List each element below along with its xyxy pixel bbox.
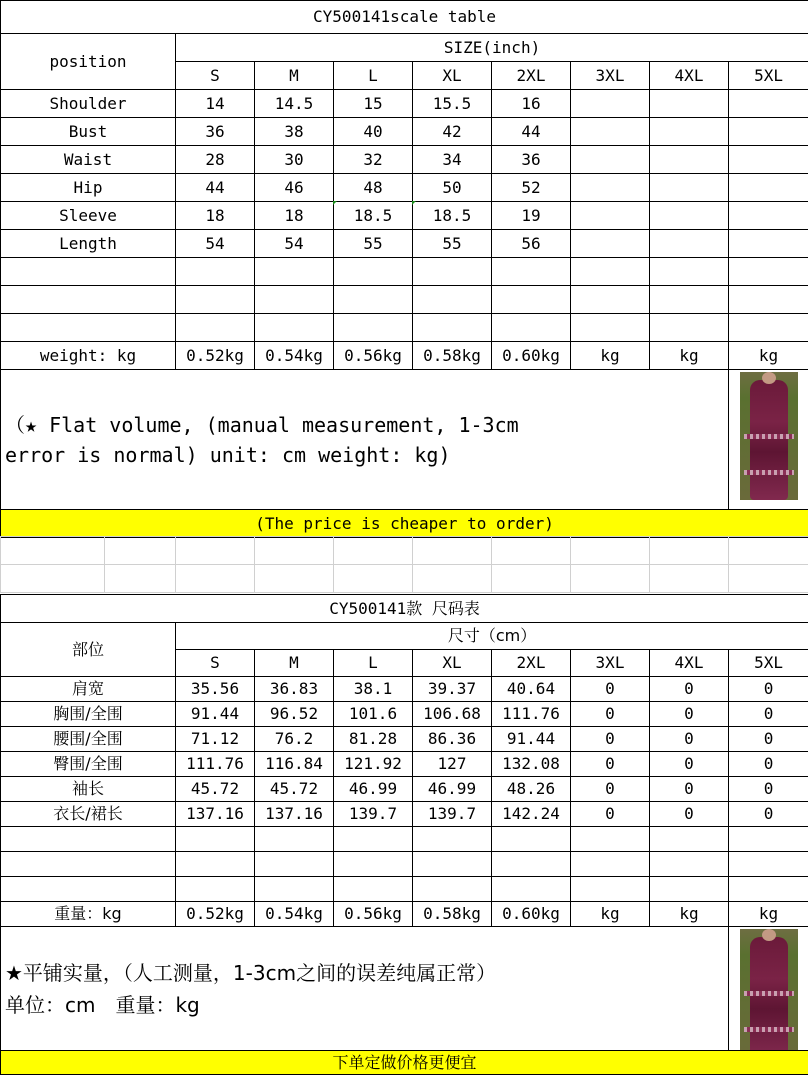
measurement-cell xyxy=(729,118,808,146)
measurement-cell: 38.1 xyxy=(334,677,413,702)
size-label: XL xyxy=(413,650,492,677)
measurement-cell: 0 xyxy=(650,752,729,777)
row-label: Waist xyxy=(1,146,176,174)
measurement-cell: 36 xyxy=(492,146,571,174)
measurement-cell: 32 xyxy=(334,146,413,174)
measurement-cell: 106.68 xyxy=(413,702,492,727)
table-row xyxy=(1,727,808,752)
measurement-cell: 0 xyxy=(729,727,808,752)
measurement-cell: 50 xyxy=(413,174,492,202)
size-label: XL xyxy=(413,62,492,90)
measurement-cell: 86.36 xyxy=(413,727,492,752)
row-label: 胸围/全围 xyxy=(1,702,176,727)
row-label: Sleeve xyxy=(1,202,176,230)
measurement-cell: 71.12 xyxy=(176,727,255,752)
measurement-cell: 40 xyxy=(334,118,413,146)
measurement-cell: 0 xyxy=(729,752,808,777)
measurement-cell: 111.76 xyxy=(492,702,571,727)
measurement-cell: 91.44 xyxy=(492,727,571,752)
size-label: M xyxy=(255,62,334,90)
measurement-cell: 132.08 xyxy=(492,752,571,777)
measurement-cell: 0 xyxy=(571,727,650,752)
note-cell xyxy=(1,927,729,1051)
table-row xyxy=(1,90,808,118)
note-cell xyxy=(1,370,729,510)
measurement-cell: 44 xyxy=(176,174,255,202)
measurement-cell: 0 xyxy=(650,677,729,702)
note-line: ★平铺实量，（人工测量，1-3cm之间的误差纯属正常） xyxy=(5,960,497,985)
measurement-cell: 36.83 xyxy=(255,677,334,702)
weight-value: kg xyxy=(650,902,729,927)
measurement-cell xyxy=(650,90,729,118)
measurement-cell: 76.2 xyxy=(255,727,334,752)
measurement-cell: 137.16 xyxy=(176,802,255,827)
measurement-cell xyxy=(729,146,808,174)
measurement-cell: 36 xyxy=(176,118,255,146)
measurement-cell: 0 xyxy=(729,702,808,727)
measurement-cell: 40.64 xyxy=(492,677,571,702)
weight-value: 0.52kg xyxy=(176,342,255,370)
measurement-cell: 56 xyxy=(492,230,571,258)
measurement-cell: 46.99 xyxy=(413,777,492,802)
measurement-cell: 0 xyxy=(571,702,650,727)
weight-label: 重量：kg xyxy=(1,902,176,927)
row-label: Hip xyxy=(1,174,176,202)
measurement-cell xyxy=(650,118,729,146)
row-label: 衣长/裙长 xyxy=(1,802,176,827)
row-label: 袖长 xyxy=(1,777,176,802)
weight-value: 0.58kg xyxy=(413,342,492,370)
measurement-cell xyxy=(729,202,808,230)
measurement-cell: 0 xyxy=(650,777,729,802)
measurement-cell: 139.7 xyxy=(334,802,413,827)
table-row xyxy=(1,752,808,777)
measurement-cell: 39.37 xyxy=(413,677,492,702)
table-row xyxy=(1,202,808,230)
weight-label: weight: kg xyxy=(1,342,176,370)
measurement-cell: 0 xyxy=(571,777,650,802)
measurement-cell: 127 xyxy=(413,752,492,777)
measurement-cell: 18.5 xyxy=(334,202,413,230)
row-label: Bust xyxy=(1,118,176,146)
measurement-cell: 15.5 xyxy=(413,90,492,118)
measurement-cell xyxy=(729,174,808,202)
weight-row xyxy=(1,902,808,927)
measurement-cell xyxy=(729,90,808,118)
size-label: S xyxy=(176,650,255,677)
position-header: position xyxy=(1,34,176,90)
measurement-cell: 18 xyxy=(255,202,334,230)
measurement-cell xyxy=(571,118,650,146)
table-row xyxy=(1,802,808,827)
measurement-cell: 0 xyxy=(650,802,729,827)
measurement-cell: 0 xyxy=(650,727,729,752)
cell-comment-marker xyxy=(333,201,337,205)
size-label: 4XL xyxy=(650,650,729,677)
measurement-cell: 18 xyxy=(176,202,255,230)
size-table-cm xyxy=(0,594,808,1075)
measurement-cell xyxy=(571,202,650,230)
table-row xyxy=(1,118,808,146)
measurement-cell: 91.44 xyxy=(176,702,255,727)
measurement-cell xyxy=(650,202,729,230)
measurement-cell: 121.92 xyxy=(334,752,413,777)
weight-value: 0.60kg xyxy=(492,902,571,927)
measurement-cell: 19 xyxy=(492,202,571,230)
measurement-cell: 42 xyxy=(413,118,492,146)
size-label: S xyxy=(176,62,255,90)
row-label: 腰围/全围 xyxy=(1,727,176,752)
measurement-cell: 46 xyxy=(255,174,334,202)
weight-value: 0.60kg xyxy=(492,342,571,370)
measurement-cell: 96.52 xyxy=(255,702,334,727)
photo-cell xyxy=(729,370,808,510)
weight-value: 0.58kg xyxy=(413,902,492,927)
measurement-cell xyxy=(729,230,808,258)
measurement-cell: 45.72 xyxy=(255,777,334,802)
measurement-cell: 111.76 xyxy=(176,752,255,777)
size-label: 2XL xyxy=(492,650,571,677)
size-header: 尺寸（cm） xyxy=(176,623,808,650)
measurement-cell: 14.5 xyxy=(255,90,334,118)
measurement-cell: 0 xyxy=(729,777,808,802)
measurement-cell: 52 xyxy=(492,174,571,202)
cell-comment-marker xyxy=(412,201,416,205)
measurement-cell xyxy=(650,174,729,202)
measurement-cell xyxy=(650,230,729,258)
measurement-cell: 46.99 xyxy=(334,777,413,802)
weight-value: 0.56kg xyxy=(334,902,413,927)
measurement-cell xyxy=(571,174,650,202)
footer-banner: (The price is cheaper to order) xyxy=(1,510,808,538)
weight-value: 0.52kg xyxy=(176,902,255,927)
size-label: 3XL xyxy=(571,650,650,677)
footer-banner: 下单定做价格更便宜 xyxy=(1,1051,808,1075)
note-line: （★ Flat volume, (manual measurement, 1-3cm xyxy=(5,412,519,437)
row-label: 臀围/全围 xyxy=(1,752,176,777)
note-line: error is normal) unit: cm weight: kg) xyxy=(5,442,451,467)
weight-value: kg xyxy=(650,342,729,370)
empty-rows xyxy=(0,536,808,593)
table-row xyxy=(1,230,808,258)
measurement-cell: 0 xyxy=(650,702,729,727)
measurement-cell: 14 xyxy=(176,90,255,118)
dress-photo xyxy=(740,372,798,500)
measurement-cell: 142.24 xyxy=(492,802,571,827)
measurement-cell: 116.84 xyxy=(255,752,334,777)
weight-value: kg xyxy=(729,902,808,927)
measurement-cell xyxy=(571,90,650,118)
table-title: CY500141款 尺码表 xyxy=(1,595,808,623)
size-table-inch xyxy=(0,0,808,538)
measurement-cell: 81.28 xyxy=(334,727,413,752)
measurement-cell xyxy=(571,230,650,258)
size-label: 2XL xyxy=(492,62,571,90)
size-label: 5XL xyxy=(729,62,808,90)
measurement-cell: 48.26 xyxy=(492,777,571,802)
weight-value: 0.54kg xyxy=(255,902,334,927)
size-label: 4XL xyxy=(650,62,729,90)
measurement-cell: 16 xyxy=(492,90,571,118)
measurement-cell: 0 xyxy=(571,802,650,827)
table-row xyxy=(1,777,808,802)
row-label: Length xyxy=(1,230,176,258)
measurement-cell: 30 xyxy=(255,146,334,174)
measurement-cell: 0 xyxy=(571,677,650,702)
table-row xyxy=(1,702,808,727)
weight-value: kg xyxy=(729,342,808,370)
weight-value: 0.54kg xyxy=(255,342,334,370)
measurement-cell: 55 xyxy=(334,230,413,258)
measurement-cell: 44 xyxy=(492,118,571,146)
measurement-cell: 38 xyxy=(255,118,334,146)
measurement-cell: 45.72 xyxy=(176,777,255,802)
measurement-cell: 101.6 xyxy=(334,702,413,727)
position-header: 部位 xyxy=(1,623,176,677)
measurement-cell: 54 xyxy=(255,230,334,258)
table-row xyxy=(1,677,808,702)
measurement-cell: 0 xyxy=(729,802,808,827)
measurement-cell: 35.56 xyxy=(176,677,255,702)
size-label: M xyxy=(255,650,334,677)
row-label: 肩宽 xyxy=(1,677,176,702)
dress-photo xyxy=(740,929,798,1051)
size-label: L xyxy=(334,650,413,677)
row-label: Shoulder xyxy=(1,90,176,118)
photo-cell xyxy=(729,927,808,1051)
measurement-cell: 15 xyxy=(334,90,413,118)
size-label: 3XL xyxy=(571,62,650,90)
measurement-cell xyxy=(571,146,650,174)
weight-value: 0.56kg xyxy=(334,342,413,370)
measurement-cell xyxy=(650,146,729,174)
measurement-cell: 48 xyxy=(334,174,413,202)
measurement-cell: 18.5 xyxy=(413,202,492,230)
table-row xyxy=(1,174,808,202)
measurement-cell: 0 xyxy=(571,752,650,777)
table-title: CY500141scale table xyxy=(1,1,808,34)
table-row xyxy=(1,146,808,174)
size-label: 5XL xyxy=(729,650,808,677)
measurement-cell: 54 xyxy=(176,230,255,258)
measurement-cell: 139.7 xyxy=(413,802,492,827)
measurement-cell: 137.16 xyxy=(255,802,334,827)
weight-value: kg xyxy=(571,902,650,927)
measurement-cell: 55 xyxy=(413,230,492,258)
measurement-cell: 34 xyxy=(413,146,492,174)
weight-row xyxy=(1,342,808,370)
weight-value: kg xyxy=(571,342,650,370)
size-header: SIZE(inch) xyxy=(176,34,808,62)
measurement-cell: 28 xyxy=(176,146,255,174)
note-line: 单位：cm 重量：kg xyxy=(5,992,200,1017)
size-label: L xyxy=(334,62,413,90)
measurement-cell: 0 xyxy=(729,677,808,702)
